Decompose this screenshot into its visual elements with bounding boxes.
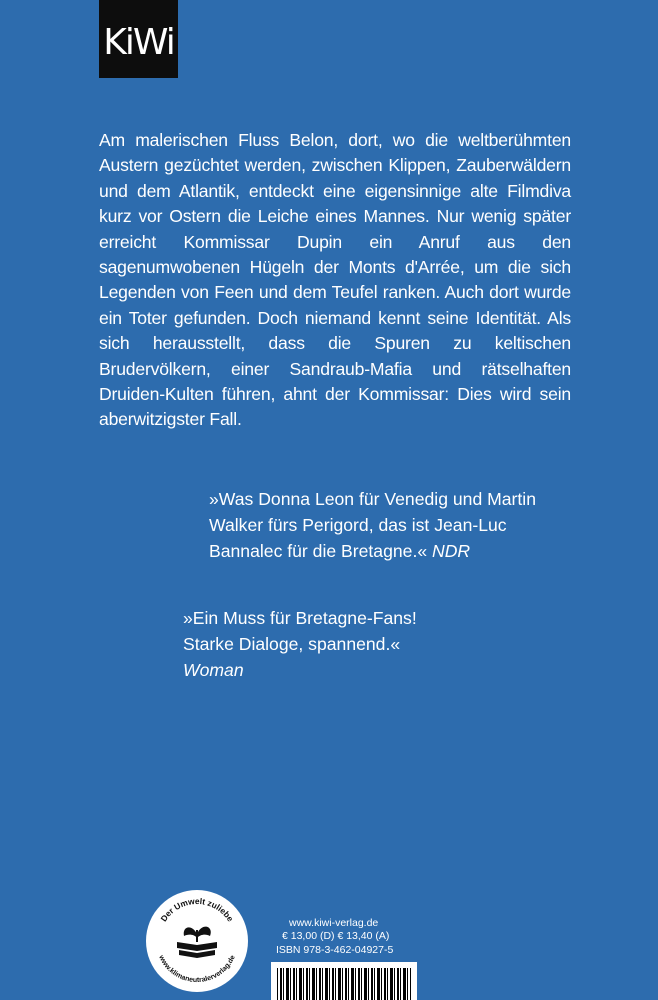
quote-line: »Ein Muss für Bretagne-Fans! [183,608,417,628]
quote-line: Starke Dialoge, spannend.« [183,634,401,654]
kiwi-logo: KiWi [99,0,178,78]
publisher-url: www.kiwi-verlag.de [289,917,379,929]
review-quote-ndr [209,486,569,564]
quote-text: »Was Donna Leon für Venedig und Martin Walker fürs Perigord, das ist Jean-Luc Bannalec für die Bretagne.« [209,489,536,561]
book-leaf-icon [146,890,248,992]
climate-neutral-badge [146,890,248,992]
svg-text:www.klimaneutralerverlag.de [157,953,237,984]
review-quote-woman [183,605,543,683]
svg-text:Der Umwelt zuliebe [158,896,235,924]
badge-top-text: Der Umwelt zuliebe [158,895,236,924]
quote-source: NDR [432,541,471,561]
barcode-bars [277,968,411,1000]
isbn-text: ISBN 978-3-462-04927-5 [276,943,394,956]
badge-bottom-text: www.klimaneutralerverlag.de [157,954,237,985]
book-blurb: Am malerischen Fluss Belon, dort, wo die weltberühmten Austern gezüchtet werden, zwischen Klippen, Zauberwäldern und dem Atlantik, entdeckt eine eigensinnige alte Filmdiva kurz vor Ostern die Leiche eines Mannes. Nur wenig später erreicht Kommissar Dupin ein Anruf aus den sagenumwobenen Hügeln der Monts d'Arrée, um die sich Legenden von Feen und dem Teufel ranken. Auch dort wurde ein Toter gefunden. Doch niemand kennt seine Identität. Als sich herausstellt, dass die Spuren zu keltischen Brudervölkern, einer Sandraub-Mafia und rätselhaften Druiden-Kulten führen, ahnt der Kommissar: Dies wird sein aberwitzigster Fall. [99,130,571,430]
barcode [271,962,417,1000]
quote-source: Woman [183,660,244,680]
price-text: € 13,00 (D) € 13,40 (A) [282,930,390,943]
publisher-info [258,917,428,957]
